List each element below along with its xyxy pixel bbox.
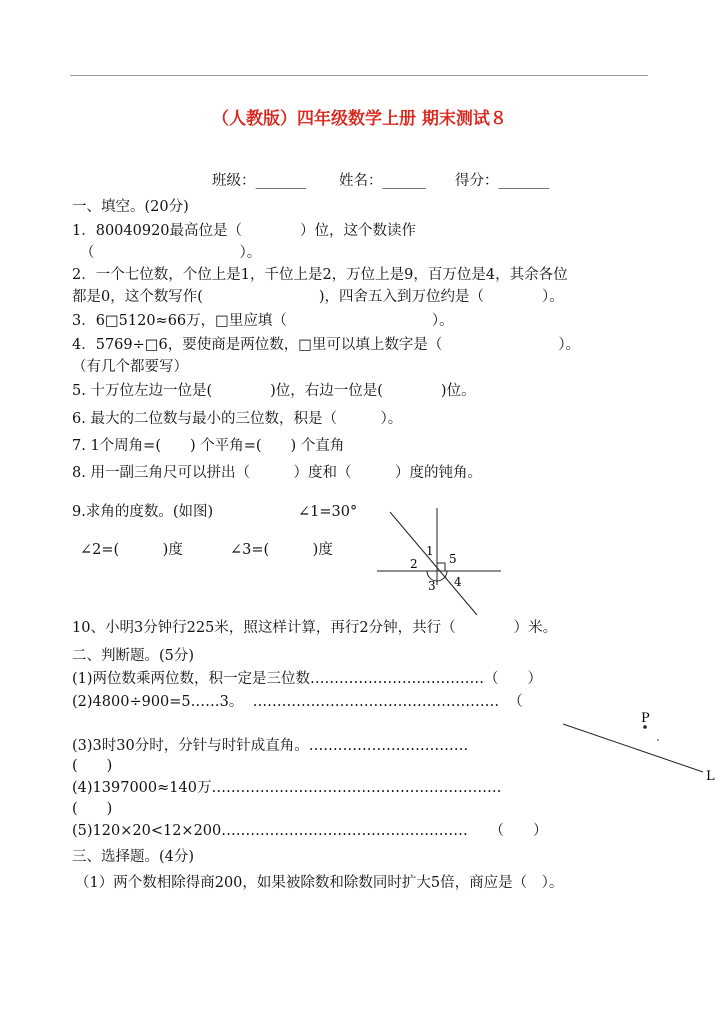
q9-line-a: 9.求角的度数。(如图) <box>72 504 214 520</box>
q4-line-b: （有几个都要写） <box>72 359 188 375</box>
angle-label-3: 3 <box>428 579 436 593</box>
line-l <box>563 724 703 772</box>
stray-dot <box>657 739 659 741</box>
choice-1: （1）两个数相除得商200，如果被除数和除数同时扩大5倍，商应是（ ）。 <box>75 875 564 891</box>
angle-label-4: 4 <box>454 575 462 589</box>
judge-3-line-a: (3)3时30分时，分针与时针成直角。…………………………… <box>72 738 469 754</box>
judge-1: (1)两位数乘两位数，积一定是三位数………………………………（ ） <box>72 671 543 687</box>
point-line-figure <box>555 702 715 787</box>
diagonal-line <box>390 512 477 615</box>
q2-line-b: 都是0，这个数写作( )，四舍五入到万位约是（ ）。 <box>72 289 564 305</box>
judge-4-line-a: (4)1397000≈140万…………………………………………………… <box>72 780 502 796</box>
q9-given: ∠1=30° <box>298 504 358 520</box>
page-title: （人教版）四年级数学上册 期末测试８ <box>212 109 507 129</box>
q5: 5. 十万位左边一位是( )位，右边一位是( )位。 <box>72 383 476 399</box>
q9-angle2: ∠2=( )度 <box>80 542 183 558</box>
judge-3-line-b: ( ) <box>72 758 113 774</box>
section3-heading: 三、选择题。(4分) <box>72 849 195 865</box>
top-divider <box>70 75 648 76</box>
q3: 3．6□5120≈66万，□里应填（ ）。 <box>72 313 454 329</box>
score-field: 得分：_______ <box>455 173 550 189</box>
point-p-label: P <box>641 711 650 726</box>
name-field: 姓名：______ <box>339 173 426 189</box>
angle-label-5: 5 <box>449 552 457 566</box>
q8: 8. 用一副三角尺可以拼出（ ）度和（ ）度的钝角。 <box>72 465 482 481</box>
judge-4-line-b: ( ) <box>72 801 113 817</box>
q4-line-a: 4．5769÷□6，要使商是两位数，□里可以填上数字是（ ）。 <box>72 337 581 353</box>
q7: 7. 1个周角=( ) 个平角=( ) 个直角 <box>72 438 345 454</box>
q10: 10、小明3分钟行225米，照这样计算，再行2分钟，共行（ ）米。 <box>72 620 558 636</box>
angle-figure <box>370 500 510 620</box>
class-field: 班级：_______ <box>212 173 307 189</box>
q1-line-a: 1．80040920最高位是（ ）位，这个数读作 <box>72 223 417 239</box>
judge-5: (5)120×20<12×200…………………………………………… （ ） <box>72 823 548 839</box>
q9-angle3: ∠3=( )度 <box>230 542 333 558</box>
q2-line-a: 2．一个七位数，个位上是1，千位上是2，万位上是9，百万位是4，其余各位 <box>72 267 568 283</box>
angle-label-2: 2 <box>410 557 418 571</box>
section1-heading: 一、填空。(20分) <box>72 199 189 215</box>
line-l-label: L <box>706 769 715 784</box>
section2-heading: 二、判断题。(5分) <box>72 648 195 664</box>
q6: 6. 最大的二位数与最小的三位数，积是（ ）。 <box>72 411 403 427</box>
judge-2: (2)4800÷900=5……3。 …………………………………………… （ <box>72 694 523 710</box>
q1-line-b: （ ）。 <box>80 245 262 261</box>
angle-label-1: 1 <box>426 544 434 558</box>
